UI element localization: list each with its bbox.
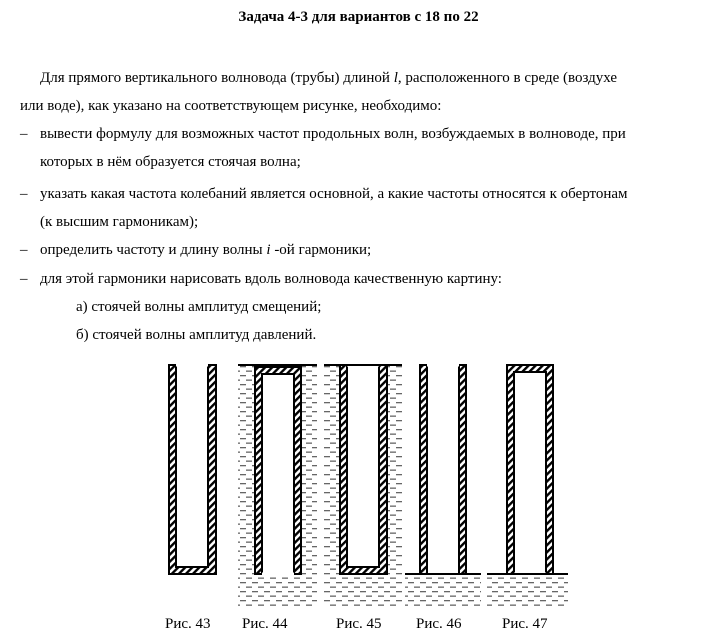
bullet-marker: – bbox=[20, 242, 28, 258]
list-item-text bbox=[40, 240, 371, 260]
figures-panel bbox=[0, 355, 717, 615]
figure-caption-47: Рис. 47 bbox=[502, 616, 548, 632]
figure-caption-43: Рис. 43 bbox=[165, 616, 211, 632]
list-item-text: (к высшим гармоникам); bbox=[40, 214, 199, 230]
sub-item-b: б) стоячей волны амплитуд давлений. bbox=[76, 327, 317, 343]
harmonic-variable: i bbox=[266, 242, 271, 258]
list-item-text-start: определить частоту и длину волны bbox=[40, 242, 267, 258]
tube-bore bbox=[262, 374, 294, 574]
intro-line-2: или воде), как указано на соответствующем рисунке, необходимо: bbox=[20, 98, 442, 114]
intro-line-1 bbox=[40, 68, 617, 88]
tube-bore bbox=[347, 365, 379, 567]
list-item-text: для этой гармоники нарисовать вдоль волновода качественную картину: bbox=[40, 271, 502, 287]
list-item-text-end: -ой гармоники; bbox=[270, 242, 372, 258]
intro-text-end: , расположенного в среде (воздухе bbox=[397, 70, 618, 86]
bullet-marker: – bbox=[20, 186, 28, 202]
length-variable: l bbox=[393, 70, 398, 86]
bullet-marker: – bbox=[20, 126, 28, 142]
page-title: Задача 4-3 для вариантов с 18 по 22 bbox=[238, 9, 479, 25]
figure-caption-46: Рис. 46 bbox=[416, 616, 462, 632]
figure-46 bbox=[405, 365, 481, 608]
tube-bore bbox=[176, 365, 208, 567]
figure-44 bbox=[238, 365, 317, 608]
water-medium bbox=[405, 574, 481, 608]
list-item-text: указать какая частота колебаний является основной, а какие частоты относятся к обертонам bbox=[40, 186, 628, 202]
bullet-marker: – bbox=[20, 271, 28, 287]
tube-bore bbox=[427, 365, 459, 574]
water-medium bbox=[487, 574, 568, 608]
tube-bore bbox=[514, 372, 546, 574]
figure-43 bbox=[169, 365, 216, 574]
figure-caption-44: Рис. 44 bbox=[242, 616, 288, 632]
list-item-text: которых в нём образуется стоячая волна; bbox=[40, 154, 301, 170]
list-item-text: вывести формулу для возможных частот продольных волн, возбуждаемых в волноводе, при bbox=[40, 126, 626, 142]
sub-item-a: а) стоячей волны амплитуд смещений; bbox=[76, 299, 322, 315]
figure-45 bbox=[324, 365, 402, 608]
figure-caption-45: Рис. 45 bbox=[336, 616, 382, 632]
intro-text-start: Для прямого вертикального волновода (трубы) длиной bbox=[40, 70, 394, 86]
figure-47 bbox=[487, 365, 568, 608]
